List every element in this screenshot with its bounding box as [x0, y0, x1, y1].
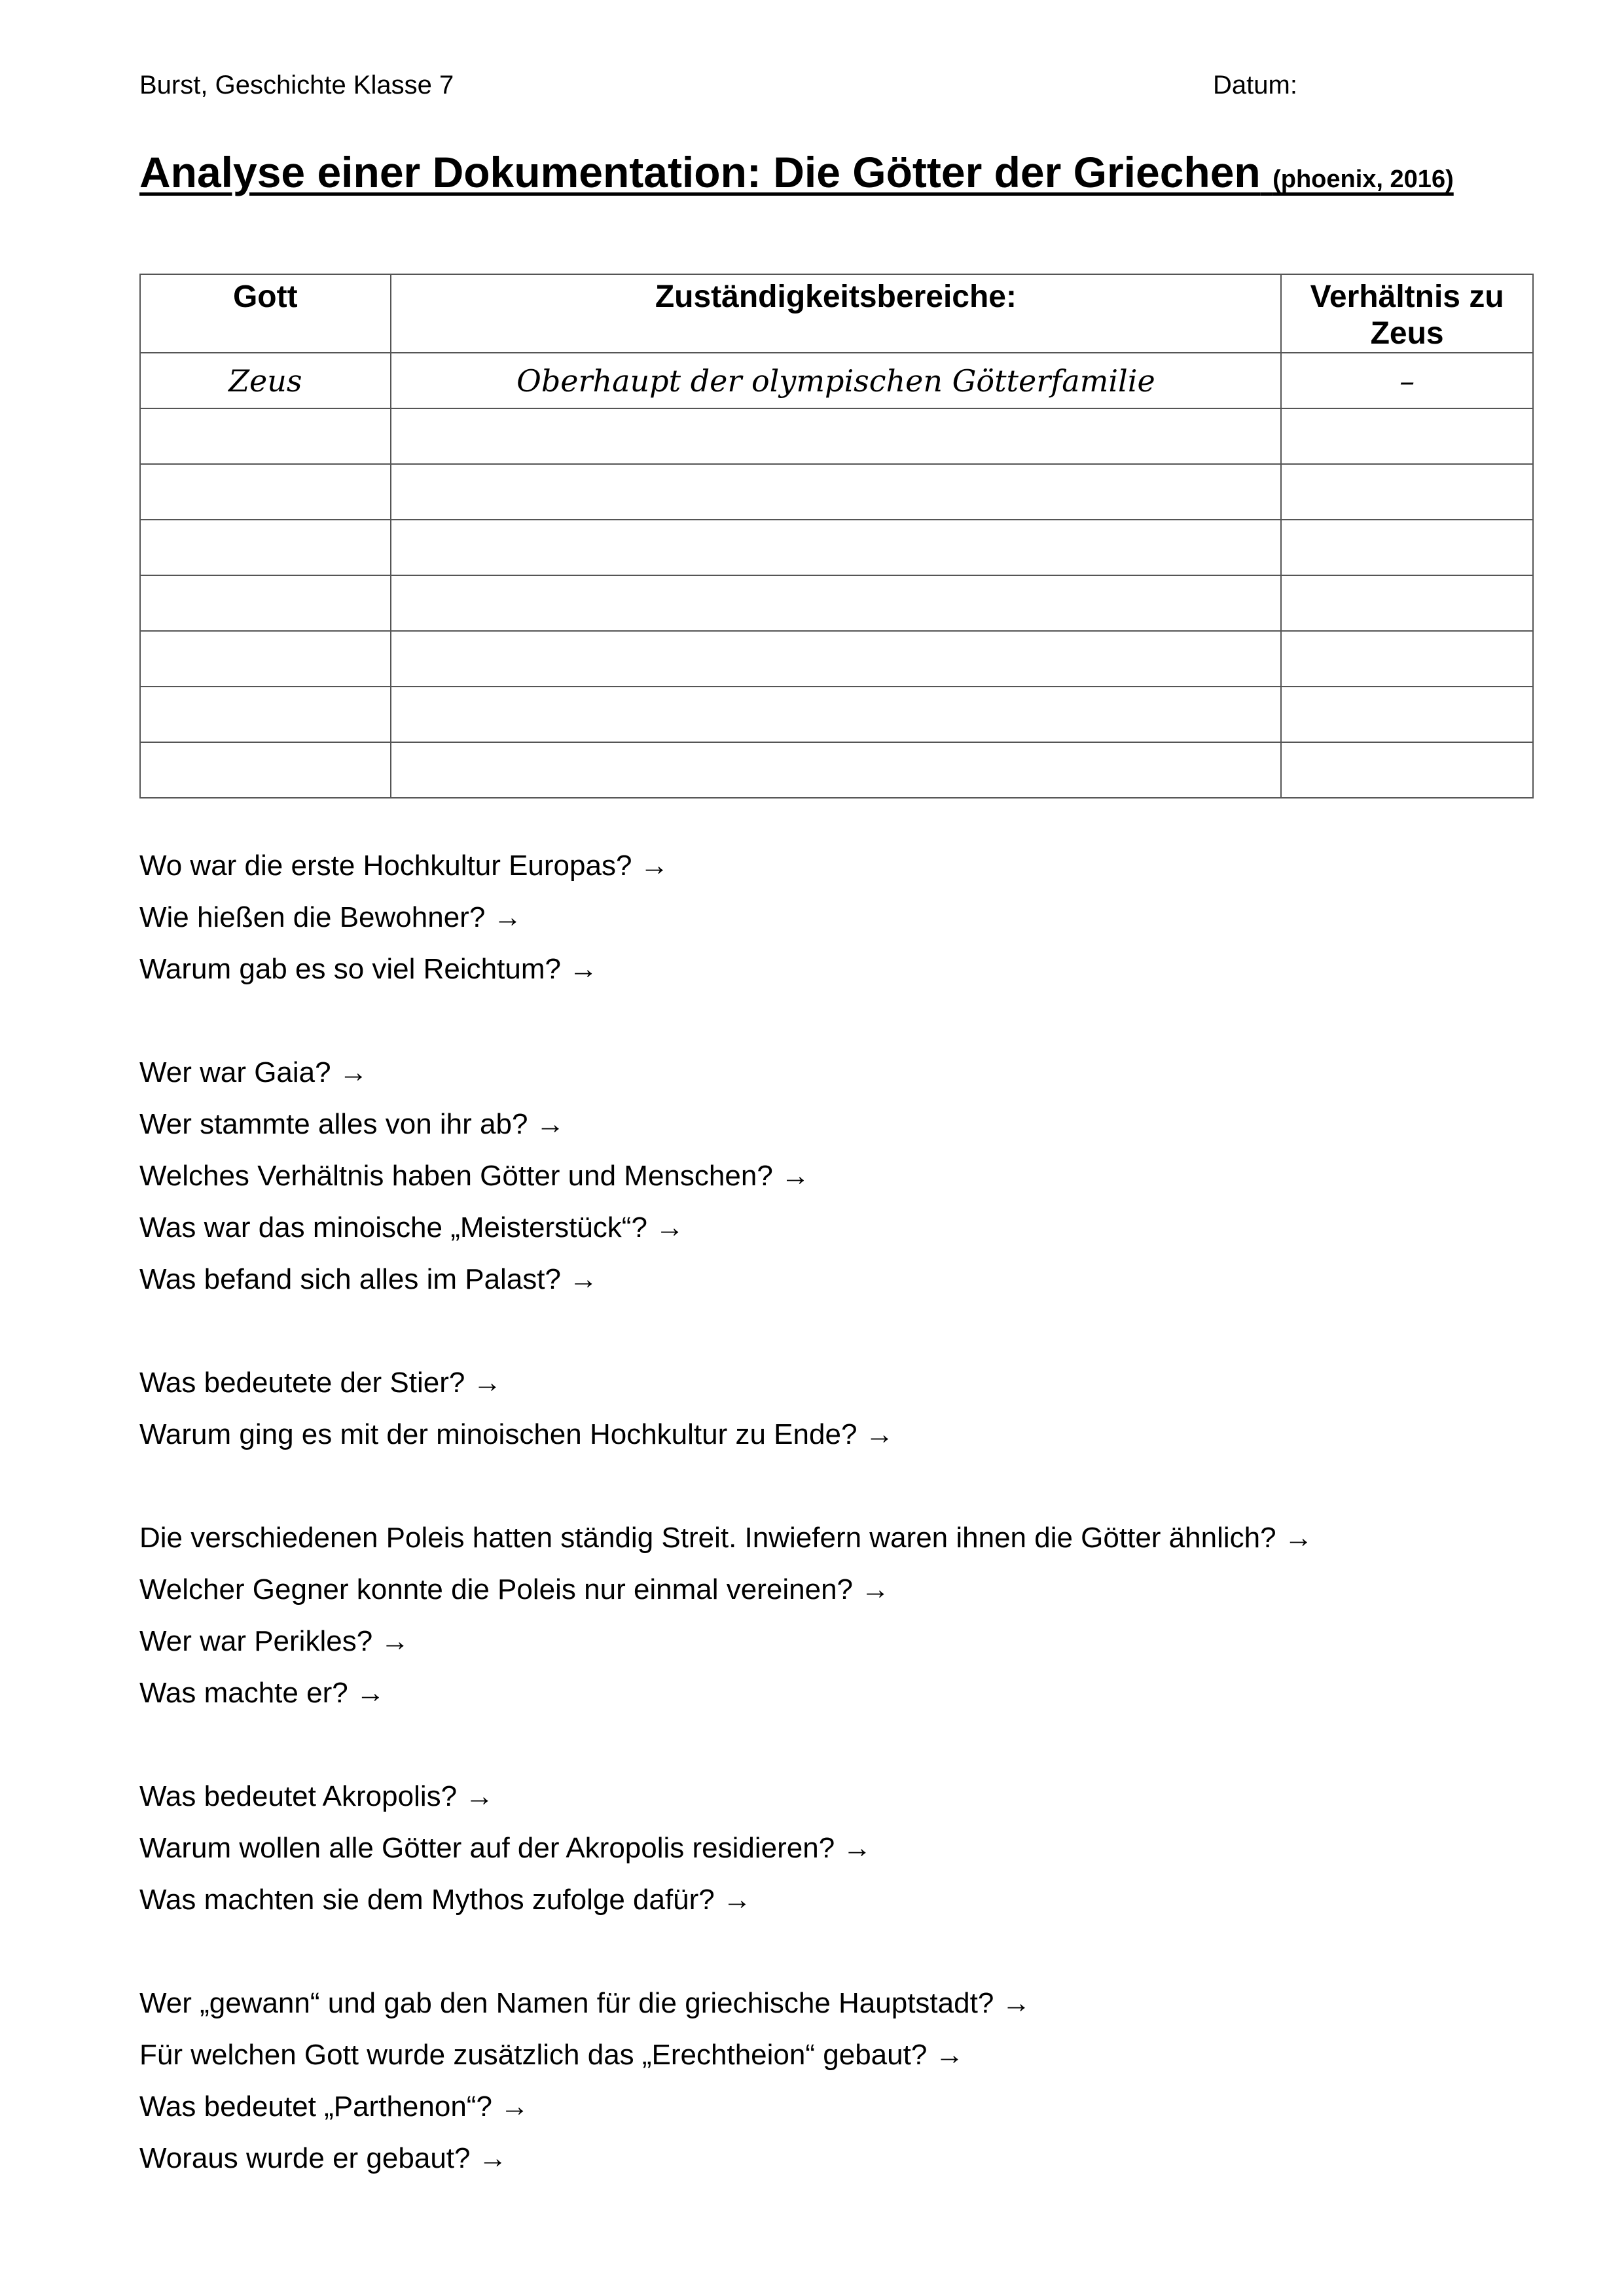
header-relation-to-zeus: Verhältnis zu Zeus [1281, 274, 1533, 353]
table-cell-god: Zeus [140, 353, 391, 408]
table-row [140, 353, 1533, 408]
table-cell-responsibilities[interactable] [391, 575, 1282, 631]
question-item: Was bedeutete der Stier? → [139, 1367, 502, 1399]
question-item: Welches Verhältnis haben Götter und Menschen? → [139, 1160, 810, 1192]
question-item: Was bedeutet „Parthenon“? → [139, 2090, 530, 2123]
table-cell-relation: – [1281, 353, 1533, 408]
question-item: Wer „gewann“ und gab den Namen für die griechische Hauptstadt? → [139, 1987, 1031, 2019]
question-item: Wie hießen die Bewohner? → [139, 901, 522, 933]
question-item: Was machte er? → [139, 1677, 385, 1709]
table-cell-responsibilities[interactable] [391, 631, 1282, 687]
question-item: Für welchen Gott wurde zusätzlich das „Erechtheion“ gebaut? → [139, 2039, 964, 2071]
table-row [140, 631, 1533, 687]
table-row [140, 742, 1533, 798]
question-group-spacer [139, 1001, 1313, 1053]
question-item: Warum gab es so viel Reichtum? → [139, 953, 598, 985]
table-cell-responsibilities[interactable] [391, 408, 1282, 464]
question-item: Welcher Gegner konnte die Poleis nur einmal vereinen? → [139, 1573, 890, 1605]
table-cell-relation[interactable] [1281, 464, 1533, 520]
question-item: Was befand sich alles im Palast? → [139, 1263, 598, 1295]
table-cell-relation[interactable] [1281, 575, 1533, 631]
question-item: Wo war die erste Hochkultur Europas? → [139, 850, 669, 882]
table-cell-relation[interactable] [1281, 742, 1533, 798]
table-cell-god[interactable] [140, 520, 391, 575]
table-cell-god[interactable] [140, 631, 391, 687]
table-cell-god[interactable] [140, 408, 391, 464]
question-item: Woraus wurde er gebaut? → [139, 2142, 507, 2174]
table-row [140, 520, 1533, 575]
table-cell-relation[interactable] [1281, 408, 1533, 464]
table-cell-responsibilities[interactable] [391, 464, 1282, 520]
table-cell-responsibilities: Oberhaupt der olympischen Götterfamilie [391, 353, 1282, 408]
question-list [139, 846, 1313, 2191]
question-item: Wer stammte alles von ihr ab? → [139, 1108, 565, 1140]
question-item: Wer war Perikles? → [139, 1625, 410, 1657]
title-main: Analyse einer Dokumentation: Die Götter der Griechen [139, 148, 1261, 196]
table-header-row [140, 274, 1533, 353]
question-item: Was war das minoische „Meisterstück“? → [139, 1211, 685, 1244]
table-cell-god[interactable] [140, 687, 391, 742]
page-title [139, 147, 1454, 197]
table-row [140, 575, 1533, 631]
table-cell-relation[interactable] [1281, 687, 1533, 742]
header-responsibilities: Zuständigkeitsbereiche: [391, 274, 1282, 353]
header-author-class: Burst, Geschichte Klasse 7 [139, 71, 454, 99]
table-cell-god[interactable] [140, 464, 391, 520]
table-row [140, 464, 1533, 520]
table-cell-relation[interactable] [1281, 520, 1533, 575]
table-cell-responsibilities[interactable] [391, 742, 1282, 798]
table-cell-god[interactable] [140, 742, 391, 798]
question-item: Was bedeutet Akropolis? → [139, 1780, 494, 1812]
table-row [140, 687, 1533, 742]
header-god: Gott [140, 274, 391, 353]
question-group-spacer [139, 1725, 1313, 1777]
table-cell-god[interactable] [140, 575, 391, 631]
question-item: Die verschiedenen Poleis hatten ständig Streit. Inwiefern waren ihnen die Götter ähnlich? → [139, 1522, 1313, 1554]
table-row [140, 408, 1533, 464]
header-date-label: Datum: [1213, 71, 1297, 99]
title-source: (phoenix, 2016) [1272, 166, 1454, 193]
question-group-spacer [139, 1932, 1313, 1984]
table-cell-relation[interactable] [1281, 631, 1533, 687]
question-item: Was machten sie dem Mythos zufolge dafür? → [139, 1884, 751, 1916]
question-item: Warum wollen alle Götter auf der Akropolis residieren? → [139, 1832, 872, 1864]
table-cell-responsibilities[interactable] [391, 687, 1282, 742]
question-item: Warum ging es mit der minoischen Hochkultur zu Ende? → [139, 1418, 894, 1450]
question-group-spacer [139, 1467, 1313, 1518]
question-group-spacer [139, 1312, 1313, 1363]
table-cell-responsibilities[interactable] [391, 520, 1282, 575]
gods-table [139, 274, 1534, 798]
question-item: Wer war Gaia? → [139, 1056, 368, 1088]
